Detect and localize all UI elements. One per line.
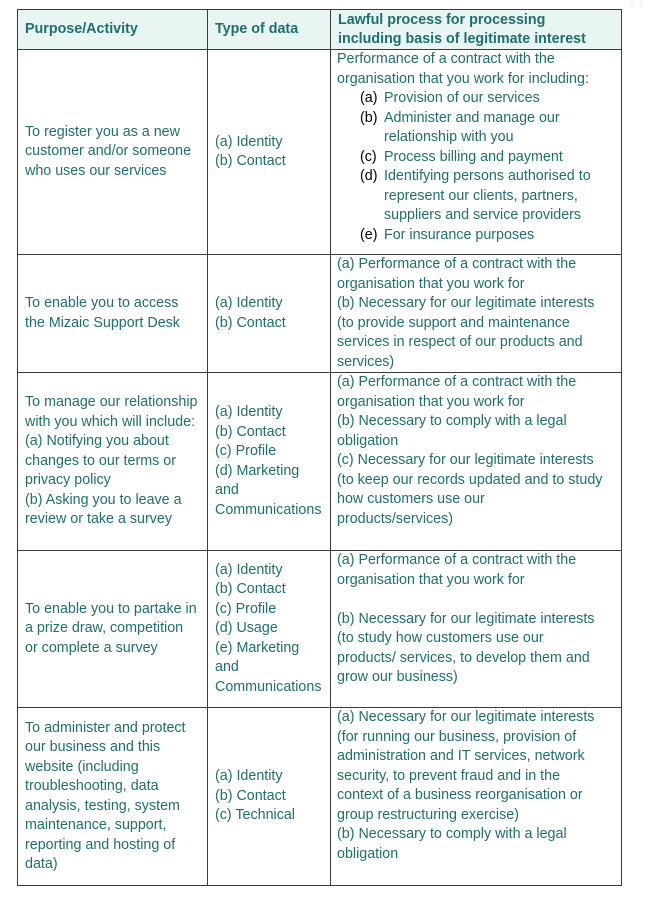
purpose-cell: [18, 50, 208, 255]
purpose-cell: [18, 255, 208, 373]
lawful-line: (a) Performance of a contract with the: [337, 256, 577, 272]
purpose-line: a prize draw, competition: [25, 620, 184, 637]
type-line: (a) Identity: [215, 404, 283, 420]
type-line: (e) Marketing: [215, 639, 300, 656]
purpose-cell: [18, 373, 208, 551]
table-row: [18, 255, 622, 373]
type-line: (b) Contact: [215, 581, 286, 598]
table-row: [18, 373, 622, 551]
lawful-cell: [331, 50, 622, 255]
purpose-line: analysis, testing, system: [25, 797, 180, 814]
list-item: [360, 148, 619, 168]
purpose-line: changes to our terms or: [25, 452, 176, 469]
list-item-line: Administer and manage our: [384, 109, 560, 126]
lawful-line: (b) Necessary for our legitimate interests: [337, 610, 595, 627]
list-item: [360, 226, 619, 246]
lawful-line: (for running our business, provision of: [337, 728, 577, 745]
purpose-line: troubleshooting, data: [25, 778, 159, 794]
type-line: and: [215, 659, 239, 676]
lawful-line: obligation: [337, 845, 399, 862]
list-item-text: [384, 226, 619, 246]
type-line: (b) Contact: [215, 787, 286, 804]
lawful-line: Performance of a contract with the: [337, 51, 555, 67]
purpose-line: privacy policy: [25, 472, 111, 489]
lawful-line: organisation that you work for: [337, 393, 525, 410]
purpose-cell: [18, 708, 208, 886]
type-line: (d) Usage: [215, 620, 278, 637]
list-item-text: [384, 167, 619, 226]
lawful-line: (b) Necessary for our legitimate interests: [337, 295, 595, 311]
lawful-sub-list: [337, 89, 619, 245]
list-item-line: relationship with you: [384, 129, 514, 145]
type-cell: [208, 708, 331, 886]
lawful-cell: [331, 708, 622, 886]
purpose-line: To enable you to access: [25, 295, 179, 311]
lawful-line: group restructuring exercise): [337, 806, 519, 823]
lawful-line: (a) Performance of a contract with the: [337, 552, 577, 568]
list-item-text: [384, 148, 619, 168]
type-line: (b) Contact: [215, 153, 286, 169]
list-item: [360, 109, 619, 148]
purpose-line: our business and this: [25, 739, 161, 755]
list-item-label: (d): [360, 168, 378, 184]
lawful-line: grow our business): [337, 669, 458, 685]
type-cell: [208, 373, 331, 551]
lawful-blank-line: [337, 590, 619, 610]
header-purpose: Purpose/Activity: [18, 10, 208, 50]
lawful-basis-table: [17, 9, 622, 886]
header-type-of-data: Type of data: [208, 10, 331, 50]
list-item-text: [384, 109, 619, 148]
table-header-row: [18, 10, 622, 50]
header-lawful-line-2: including basis of legitimate interest: [338, 30, 586, 47]
type-line: (c) Profile: [215, 600, 277, 617]
list-item-line: Identifying persons authorised to: [384, 168, 591, 184]
type-line: Communications: [215, 678, 322, 695]
purpose-line: maintenance, support,: [25, 817, 167, 833]
lawful-line: how customers use our: [337, 491, 485, 507]
resize-grip-icon: ⋮⋮: [628, 0, 646, 9]
lawful-line: (b) Necessary to comply with a legal: [337, 826, 567, 842]
purpose-line: customer and/or someone: [25, 143, 192, 160]
type-line: (a) Identity: [215, 295, 283, 311]
list-item-label: (b): [360, 109, 378, 126]
list-item-text: [384, 89, 619, 109]
purpose-cell: [18, 551, 208, 708]
lawful-cell: [331, 551, 622, 708]
list-item: [360, 89, 619, 109]
type-line: (d) Marketing: [215, 462, 300, 479]
lawful-cell: [331, 373, 622, 551]
type-cell: [208, 50, 331, 255]
list-item-label: (e): [360, 226, 378, 243]
list-item: [360, 167, 619, 226]
lawful-line: administration and IT services, network: [337, 748, 585, 764]
header-lawful-line-1: Lawful process for processing: [338, 11, 546, 28]
lawful-line: context of a business reorganisation or: [337, 787, 583, 803]
purpose-line: with you which will include:: [25, 413, 196, 430]
lawful-line: products/ services, to develop them and: [337, 649, 590, 666]
purpose-line: To register you as a new: [25, 123, 180, 140]
lawful-line: organisation that you work for: [337, 275, 525, 292]
lawful-line: obligation: [337, 432, 399, 449]
purpose-line: To administer and protect: [25, 719, 186, 736]
type-line: (a) Identity: [215, 133, 283, 150]
list-item-label: (a): [360, 90, 378, 106]
purpose-line: (a) Notifying you about: [25, 433, 169, 450]
purpose-line: (b) Asking you to leave a: [25, 491, 182, 508]
lawful-line: organisation that you work for: [337, 571, 525, 588]
list-item-line: For insurance purposes: [384, 226, 535, 243]
list-item-line: Process billing and payment: [384, 148, 563, 165]
list-item-line: represent our clients, partners,: [384, 187, 578, 204]
table-row: [18, 50, 622, 255]
header-lawful-process: [331, 10, 622, 50]
lawful-line: services in respect of our products and: [337, 334, 583, 350]
lawful-line: services): [337, 353, 395, 370]
type-line: (a) Identity: [215, 768, 283, 785]
type-line: and: [215, 482, 239, 498]
lawful-line: (b) Necessary to comply with a legal: [337, 413, 567, 429]
lawful-line: (to keep our records updated and to study: [337, 471, 603, 488]
type-line: (a) Identity: [215, 561, 283, 578]
type-line: (c) Technical: [215, 807, 295, 824]
purpose-line: reporting and hosting of: [25, 836, 176, 853]
purpose-line: or complete a survey: [25, 639, 158, 656]
lawful-line: (a) Performance of a contract with the: [337, 374, 577, 390]
list-item-line: suppliers and service providers: [384, 207, 582, 223]
type-cell: [208, 551, 331, 708]
lawful-line: (a) Necessary for our legitimate interests: [337, 709, 595, 725]
purpose-line: To manage our relationship: [25, 394, 198, 411]
lawful-line: (c) Necessary for our legitimate interests: [337, 452, 594, 468]
lawful-line: organisation that you work for including:: [337, 70, 589, 87]
purpose-line: website (including: [25, 758, 139, 775]
lawful-line: (to study how customers use our: [337, 630, 544, 646]
lawful-line: products/services): [337, 510, 454, 527]
list-item-line: Provision of our services: [384, 90, 540, 106]
type-line: Communications: [215, 501, 322, 518]
purpose-line: who uses our services: [25, 162, 167, 179]
purpose-line: To enable you to partake in: [25, 600, 197, 617]
list-item-label: (c): [360, 148, 377, 165]
purpose-line: review or take a survey: [25, 511, 172, 528]
purpose-line: data): [25, 856, 58, 872]
type-line: (b) Contact: [215, 423, 286, 440]
type-cell: [208, 255, 331, 373]
table-row: [18, 708, 622, 886]
type-line: (b) Contact: [215, 314, 286, 331]
type-line: (c) Profile: [215, 443, 277, 459]
table-row: [18, 551, 622, 708]
lawful-line: security, to prevent fraud and in the: [337, 767, 561, 784]
lawful-line: (to provide support and maintenance: [337, 314, 570, 331]
purpose-line: the Mizaic Support Desk: [25, 314, 180, 331]
lawful-cell: [331, 255, 622, 373]
